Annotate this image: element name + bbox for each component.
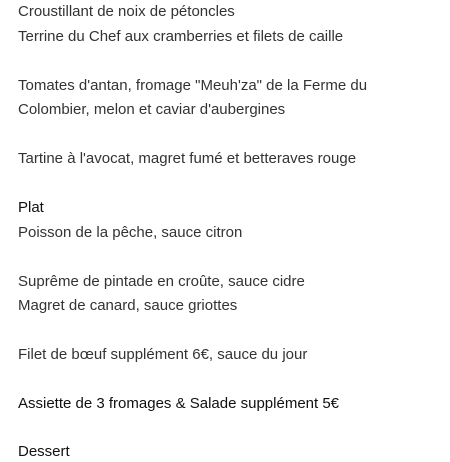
plat-item: Filet de bœuf supplément 6€, sauce du jour [18,346,308,363]
entree-item: Croustillant de noix de pétoncles [18,3,235,20]
section-heading-plat: Plat [18,199,44,216]
plat-item: Suprême de pintade en croûte, sauce cidre [18,273,305,290]
cheese-option: Assiette de 3 fromages & Salade supplément 5€ [18,395,340,412]
entree-item: Tartine à l'avocat, magret fumé et betteraves rouge [18,150,357,167]
entree-item: Tomates d'antan, fromage "Meuh'za" de la Ferme du [18,77,368,94]
entree-item: Terrine du Chef aux cramberries et filets de caille [18,28,344,45]
section-heading-dessert: Dessert [18,443,70,460]
entree-item-continued: Colombier, melon et caviar d'aubergines [18,101,286,118]
plat-item: Magret de canard, sauce griottes [18,297,238,314]
plat-item: Poisson de la pêche, sauce citron [18,224,243,241]
